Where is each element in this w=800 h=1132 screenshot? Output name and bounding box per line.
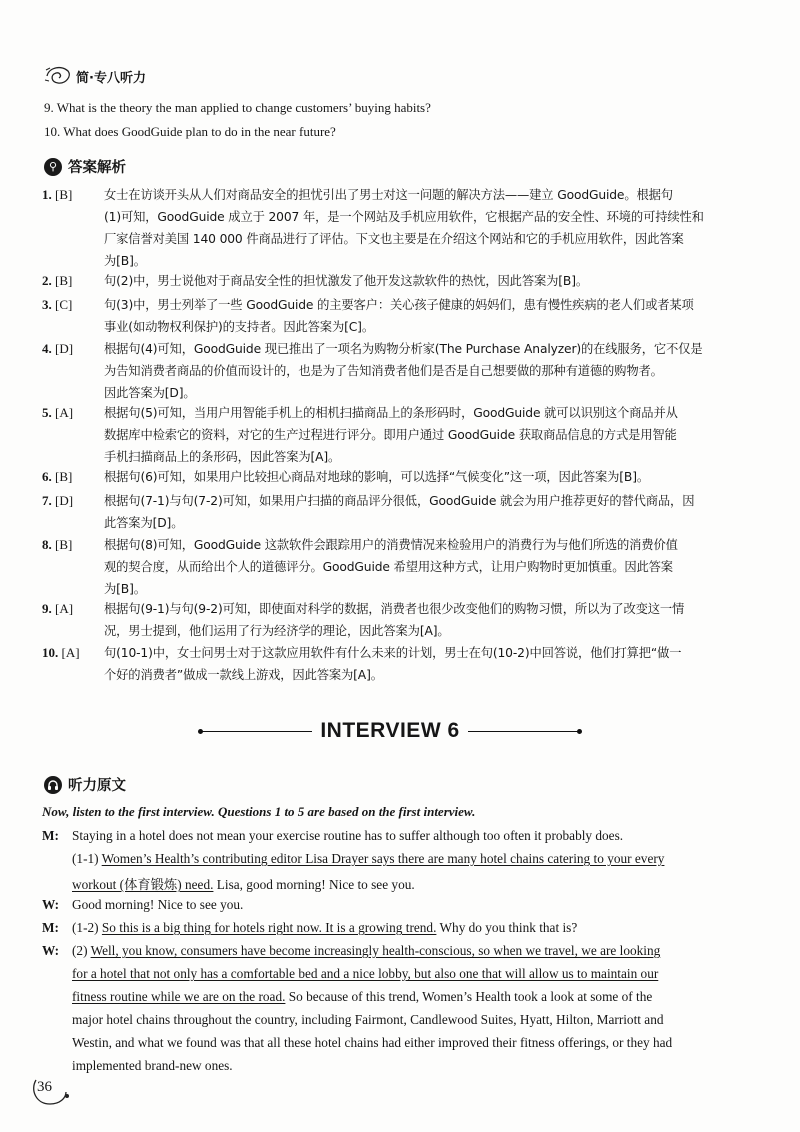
- transcript-line: M: Staying in a hotel does not mean your exercise routine has to suffer although too often it probably does.: [42, 828, 624, 843]
- answer-line: 根据句(5)可知，当用户用智能手机上的相机扫描商品上的条形码时，GoodGuide 就可以识别这个商品并从: [104, 406, 678, 420]
- answer-line: 为告知消费者商品的价值而设计的，也是为了告知消费者他们是否是自己想要做的那种有道德的购物者。: [104, 364, 663, 378]
- answers-heading: [44, 156, 126, 177]
- transcript-line: workout (体育锻炼) need. Lisa, good morning! Nice to see you.: [72, 877, 415, 892]
- transcript-heading: [44, 774, 126, 795]
- question-9: 9. What is the theory the man applied to change customers’ buying habits?: [44, 100, 431, 115]
- answer-item-8: 8. [B] 根据句(8)可知，GoodGuide 这款软件会跟踪用户的消费情况来检验用户的消费行为与他们所选的消费价值 观的契合度，从而给出个人的道德评分。GoodGuide 希望用这种方式，让用户购物时更加慎重。因此答案 为[B]。: [42, 534, 742, 600]
- answer-line: 根据句(6)可知，如果用户比较担心商品对地球的影响，可以选择“气候变化”这一项，因此答案为[B]。: [104, 470, 650, 484]
- answers-heading-title: 答案解析: [68, 160, 126, 176]
- headphones-icon: [44, 776, 62, 794]
- answer-line: 为[B]。: [104, 254, 146, 268]
- answer-line: 根据句(7-1)与句(7-2)可知，如果用户扫描的商品评分很低，GoodGuide 就会为用户推荐更好的替代商品，因: [104, 494, 695, 508]
- answer-line: 数据库中检索它的资料，对它的生产过程进行评分。即用户通过 GoodGuide 获取商品信息的方式是用智能: [104, 428, 677, 442]
- answer-item-1: 1. [B] 女士在访谈开头从人们对商品安全的担忧引出了男士对这一问题的解决方法——建立 GoodGuide。根据句 (1)可知，GoodGuide 成立于 2007 年，是一个网站及手机应用软件，它根据产品的安全性、环境的可持续性和 厂家信誉对美国 140 000 件商品进行了评估。下文也主要是在介绍这个网站和它的手机应用软件，因此答案 为[B]。: [42, 184, 742, 272]
- answer-line: 因此答案为[D]。: [104, 386, 196, 400]
- transcript-line: Westin, and what we found was that all these hotel chains had either improved their fitness offerings, or they had: [72, 1035, 673, 1050]
- answer-line: 为[B]。: [104, 582, 146, 596]
- answer-line: 况，男士提到，他们运用了行为经济学的理论，因此答案为[A]。: [104, 624, 450, 638]
- answer-item-9: 9. [A] 根据句(9-1)与句(9-2)可知，即使面对科学的数据，消费者也很少改变他们的购物习惯，所以为了改变这一情 况，男士提到，他们运用了行为经济学的理论，因此答案为[A]。: [42, 598, 742, 642]
- answer-item-3: 3. [C] 句(3)中，男士列举了一些 GoodGuide 的主要客户：关心孩子健康的妈妈们，患有慢性疾病的老人们或者某项 事业(如动物权利保护)的支持者。因此答案为[C]。: [42, 294, 742, 338]
- header-title: 简·专八听力: [76, 71, 146, 86]
- answer-line: 根据句(4)可知，GoodGuide 现已推出了一项名为购物分析家(The Purchase Analyzer)的在线服务，它不仅是: [104, 342, 703, 356]
- transcript-line: M: (1-2) So this is a big thing for hotels right now. It is a growing trend. Why do you think that is?: [42, 920, 578, 935]
- answer-line: 句(2)中，男士说他对于商品安全性的担忧激发了他开发这款软件的热忱，因此答案为[B]。: [104, 274, 588, 288]
- running-header: [44, 64, 244, 88]
- transcript-line: W: (2) Well, you know, consumers have become increasingly health-conscious, so when we travel, we are looking: [42, 943, 661, 958]
- answer-line: 根据句(9-1)与句(9-2)可知，即使面对科学的数据，消费者也很少改变他们的购物习惯，所以为了改变这一情: [104, 602, 685, 616]
- answer-line: 个好的消费者”做成一款线上游戏，因此答案为[A]。: [104, 668, 383, 682]
- transcript-line: (1-1) Women’s Health’s contributing editor Lisa Drayer says there are many hotel chains catering to your every: [72, 851, 665, 866]
- answer-line: (1)可知，GoodGuide 成立于 2007 年，是一个网站及手机应用软件，它根据产品的安全性、环境的可持续性和: [104, 210, 704, 224]
- answer-item-2: 2. [B] 句(2)中，男士说他对于商品安全性的担忧激发了他开发这款软件的热忱，因此答案为[B]。: [42, 270, 742, 292]
- answer-line: 事业(如动物权利保护)的支持者。因此答案为[C]。: [104, 320, 374, 334]
- answer-line: 观的契合度，从而给出个人的道德评分。GoodGuide 希望用这种方式，让用户购物时更加慎重。因此答案: [104, 560, 673, 574]
- transcript-line: W: Good morning! Nice to see you.: [42, 897, 244, 912]
- interview-heading: [200, 716, 580, 746]
- answer-line: 女士在访谈开头从人们对商品安全的担忧引出了男士对这一问题的解决方法——建立 GoodGuide。根据句: [104, 188, 673, 202]
- transcript-line: implemented brand-new ones.: [72, 1058, 233, 1073]
- answer-item-4: 4. [D] 根据句(4)可知，GoodGuide 现已推出了一项名为购物分析家(The Purchase Analyzer)的在线服务，它不仅是 为告知消费者商品的价值而设计的，也是为了告知消费者他们是否是自己想要做的那种有道德的购物者。 因此答案为[D]。: [42, 338, 742, 404]
- divider-line: [468, 731, 580, 732]
- interview-title: INTERVIEW 6: [320, 719, 460, 742]
- transcript-heading-title: 听力原文: [68, 778, 126, 794]
- divider-line: [200, 731, 312, 732]
- answer-item-7: 7. [D] 根据句(7-1)与句(7-2)可知，如果用户扫描的商品评分很低，GoodGuide 就会为用户推荐更好的替代商品，因 此答案为[D]。: [42, 490, 742, 534]
- answer-line: 句(3)中，男士列举了一些 GoodGuide 的主要客户：关心孩子健康的妈妈们，患有慢性疾病的老人们或者某项: [104, 298, 694, 312]
- answer-item-6: 6. [B] 根据句(6)可知，如果用户比较担心商品对地球的影响，可以选择“气候变化”这一项，因此答案为[B]。: [42, 466, 742, 488]
- answer-line: 手机扫描商品上的条形码，因此答案为[A]。: [104, 450, 341, 464]
- magnifier-icon: ⚲: [44, 158, 62, 176]
- transcript-intro: Now, listen to the first interview. Questions 1 to 5 are based on the first interview.: [42, 804, 476, 819]
- transcript-line: major hotel chains throughout the country, including Fairmont, Candlewood Suites, Hyatt, Hilton, Marriott and: [72, 1012, 664, 1027]
- swirl-logo-icon: [44, 64, 74, 86]
- answer-line: 厂家信誉对美国 140 000 件商品进行了评估。下文也主要是在介绍这个网站和它的手机应用软件，因此答案: [104, 232, 684, 246]
- answer-line: 根据句(8)可知，GoodGuide 这款软件会跟踪用户的消费情况来检验用户的消费行为与他们所选的消费价值: [104, 538, 678, 552]
- answer-item-10: 10. [A] 句(10-1)中，女士问男士对于这款应用软件有什么未来的计划，男士在句(10-2)中回答说，他们打算把“做一 个好的消费者”做成一款线上游戏，因此答案为[A]。: [42, 642, 742, 686]
- transcript-line: for a hotel that not only has a comfortable bed and a nice lobby, but also one that will allow us to maintain our: [72, 966, 659, 981]
- answer-line: 此答案为[D]。: [104, 516, 184, 530]
- answer-item-5: 5. [A] 根据句(5)可知，当用户用智能手机上的相机扫描商品上的条形码时，GoodGuide 就可以识别这个商品并从 数据库中检索它的资料，对它的生产过程进行评分。即用户通过 GoodGuide 获取商品信息的方式是用智能 手机扫描商品上的条形码，因此答案为[A]。: [42, 402, 742, 468]
- transcript-line: fitness routine while we are on the road. So because of this trend, Women’s Health took a look at some of the: [72, 989, 653, 1004]
- page-number: 36: [28, 1070, 74, 1110]
- question-10: 10. What does GoodGuide plan to do in the near future?: [44, 124, 336, 139]
- answer-line: 句(10-1)中，女士问男士对于这款应用软件有什么未来的计划，男士在句(10-2)中回答说，他们打算把“做一: [104, 646, 682, 660]
